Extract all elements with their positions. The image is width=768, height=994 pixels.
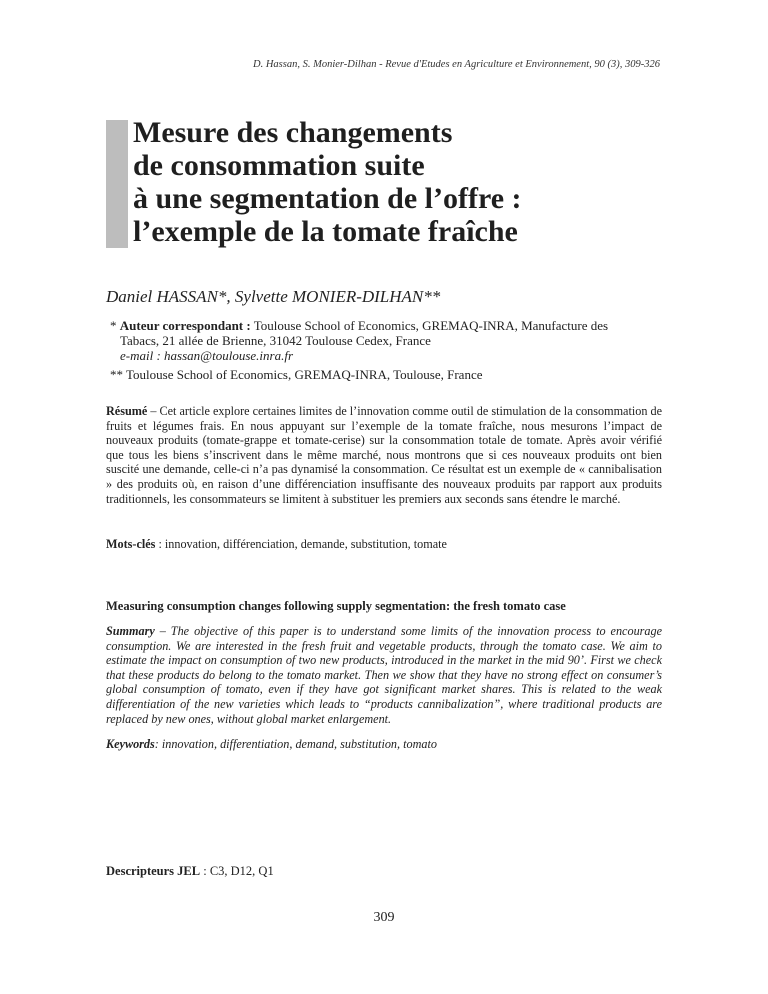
summary-text: – The objective of this paper is to understand some limits of the innovation process to encourage consumption. We are interested in the fresh fruit and vegetable products, through the tomato case. We aim to estimate the impact on consumption of two new products, introduced in the market in the mid 90’. First we check that these products do belong to the tomato market. Then we show that they have no strong effect on consumer’s global consumption of tomato, even if they have got significant market shares. This is related to the weak differentiation of the new varieties which leads to “products cannibalization”, where traditional products are replaced by new ones, without global market enlargement.	[106, 624, 662, 726]
affil-address: Tabacs, 21 allée de Brienne, 31042 Toulouse Cedex, France	[120, 333, 431, 348]
resume-paragraph	[106, 404, 662, 506]
keywords-text: : innovation, differentiation, demand, substitution, tomato	[154, 737, 437, 751]
affil-text: Toulouse School of Economics, GREMAQ-INRA, Manufacture des	[253, 318, 609, 333]
jel-descriptors	[106, 864, 274, 879]
resume-text: – Cet article explore certaines limites de l’innovation comme outil de stimulation de la consommation de fruits et légumes frais. En nous appuyant sur l’exemple de la tomate fraîche, nous mesurons l’impact de nouveaux produits (tomate-grappe et tomate-cerise) sur la consommation totale de tomate. Après avoir vérifié que tous les biens s’inscrivent dans le même marché, nous montrons que si ces nouveaux produits ont bien suscité une demande, celle-ci n’a pas dynamisé la consommation. Ce résultat est un exemple de « cannibalisation » des produits où, en raison d’une différenciation insuffisante des nouveaux produits par rapport aux produits traditionnels, les consommateurs se limitent à substituer les premiers aux seconds sans étendre le marché.	[106, 404, 662, 506]
keywords-label: Keywords	[106, 737, 155, 751]
title-line: l’exemple de la tomate fraîche	[133, 215, 518, 248]
jel-text: : C3, D12, Q1	[200, 864, 274, 878]
summary-label: Summary	[106, 624, 155, 638]
jel-label: Descripteurs JEL	[106, 864, 201, 878]
resume-label: Résumé	[106, 404, 148, 418]
english-title: Measuring consumption changes following supply segmentation: the fresh tomato case	[106, 599, 566, 613]
title-line: Mesure des changements	[133, 116, 453, 149]
mots-cles-text: : innovation, différenciation, demande, substitution, tomate	[155, 537, 447, 551]
title-line: de consommation suite	[133, 149, 425, 182]
mots-cles	[106, 537, 662, 552]
corresponding-label: Auteur correspondant :	[119, 318, 251, 333]
running-header: D. Hassan, S. Monier-Dilhan - Revue d'Etudes en Agriculture et Environnement, 90 (3), 309-326	[253, 59, 660, 70]
summary-paragraph	[106, 624, 662, 726]
title-line: à une segmentation de l’offre :	[133, 182, 522, 215]
page-number: 309	[373, 910, 395, 925]
mots-cles-label: Mots-clés	[106, 537, 156, 551]
affil-mark: *	[110, 318, 117, 333]
affiliation-2: ** Toulouse School of Economics, GREMAQ-INRA, Toulouse, France	[110, 367, 483, 382]
article-title	[133, 116, 522, 248]
authors: Daniel HASSAN*, Sylvette MONIER-DILHAN**	[106, 287, 441, 306]
title-accent-bar	[106, 120, 128, 248]
affil-email[interactable]: e-mail : hassan@toulouse.inra.fr	[120, 348, 294, 363]
affiliation-1	[110, 318, 670, 363]
keywords	[106, 737, 662, 752]
